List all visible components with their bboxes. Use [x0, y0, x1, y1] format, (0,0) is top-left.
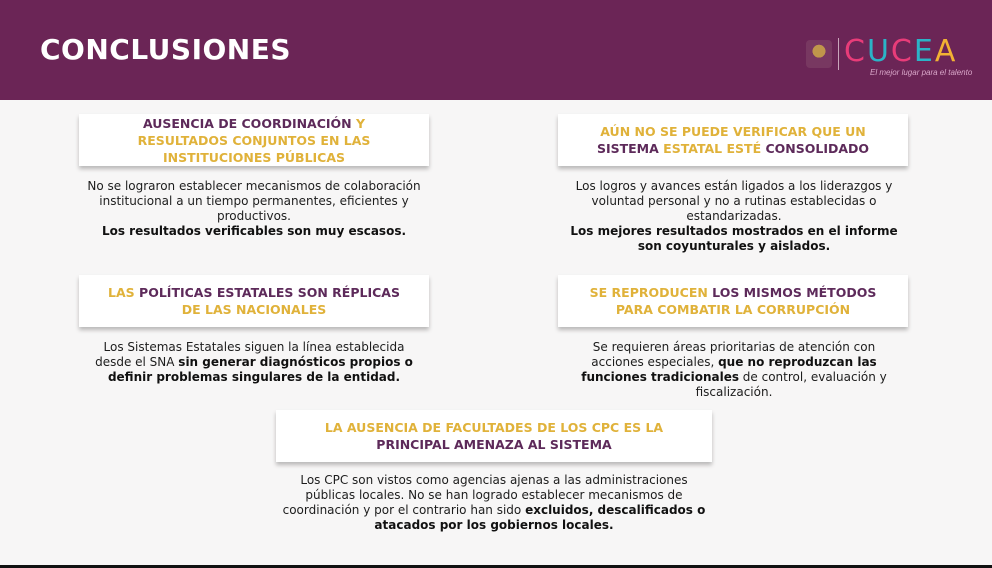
body-emphasis: excluidos, descalificados o atacados por los gobiernos locales. [374, 503, 706, 532]
section-body-text [84, 340, 424, 385]
section-heading-card [79, 114, 429, 166]
section-body-text [280, 473, 708, 533]
body-text: No se lograron establecer mecanismos de colaboración institucional a un tiempo permanentes, eficientes y productivos. [87, 179, 421, 223]
heading-segment: CONSOLIDADO [761, 141, 870, 156]
section-heading [576, 284, 890, 318]
heading-segment: SE REPRODUCEN [589, 285, 708, 300]
section-heading [294, 419, 694, 453]
heading-segment: SISTEMA [596, 141, 659, 156]
logo-tagline: El mejor lugar para el talento [870, 68, 973, 77]
section-body-text [566, 340, 902, 400]
section-heading-card [558, 114, 908, 166]
section-heading-card [558, 275, 908, 327]
body-emphasis: sin generar diagnósticos propios o definir problemas singulares de la entidad. [107, 355, 413, 384]
university-seal-icon [806, 40, 832, 68]
body-emphasis: Los resultados verificables son muy escasos. [101, 224, 407, 238]
body-text: de control, evaluación y fiscalización. [695, 370, 887, 399]
page-title: CONCLUSIONES [40, 33, 292, 66]
header-bar [0, 0, 992, 100]
heading-segment: POLÍTICAS ESTATALES SON RÉPLICAS [134, 285, 400, 300]
section-heading [97, 284, 411, 318]
body-text: Los CPC son vistos como agencias ajenas a las administraciones públicas locales. No se han logrado establecer mecanismos de coordinación y por el contrario han sido [282, 473, 688, 517]
section-heading-card [79, 275, 429, 327]
body-text: Los Sistemas Estatales siguen la línea establecida desde el SNA [95, 340, 405, 369]
body-text: Los logros y avances están ligados a los liderazgos y voluntad personal y no a rutinas establecidas o estandarizadas. [575, 179, 893, 223]
heading-segment: AUSENCIA DE COORDINACIÓN [142, 115, 352, 131]
heading-segment: LOS MISMOS MÉTODOS [707, 285, 877, 300]
heading-segment: DE LAS NACIONALES [181, 302, 327, 317]
heading-segment: Y RESULTADOS CONJUNTOS EN LAS INSTITUCIONES PÚBLICAS [137, 115, 371, 165]
heading-segment: AÚN NO SE PUEDE VERIFICAR QUE UN [600, 124, 866, 139]
body-emphasis: Los mejores resultados mostrados en el informe son coyunturales y aislados. [570, 224, 898, 253]
section-heading [97, 115, 411, 166]
body-emphasis: que no reproduzcan las funciones tradicionales [581, 355, 877, 384]
heading-segment: ESTATAL ESTÉ [658, 141, 762, 156]
logo-wordmark: CUCEA [844, 34, 958, 69]
heading-segment: LA AUSENCIA DE FACULTADES DE LOS CPC ES LA [324, 420, 664, 435]
logo-divider [838, 38, 839, 70]
heading-segment: PRINCIPAL AMENAZA AL SISTEMA [376, 437, 612, 452]
heading-segment: LAS [108, 285, 135, 300]
section-body-text [566, 179, 902, 254]
section-heading-card [276, 410, 712, 462]
heading-segment: PARA COMBATIR LA CORRUPCIÓN [615, 302, 851, 317]
cucea-logo [806, 34, 973, 78]
section-body-text [84, 179, 424, 239]
section-heading [576, 123, 890, 157]
body-text: Se requieren áreas prioritarias de atención con acciones especiales, [591, 340, 876, 369]
